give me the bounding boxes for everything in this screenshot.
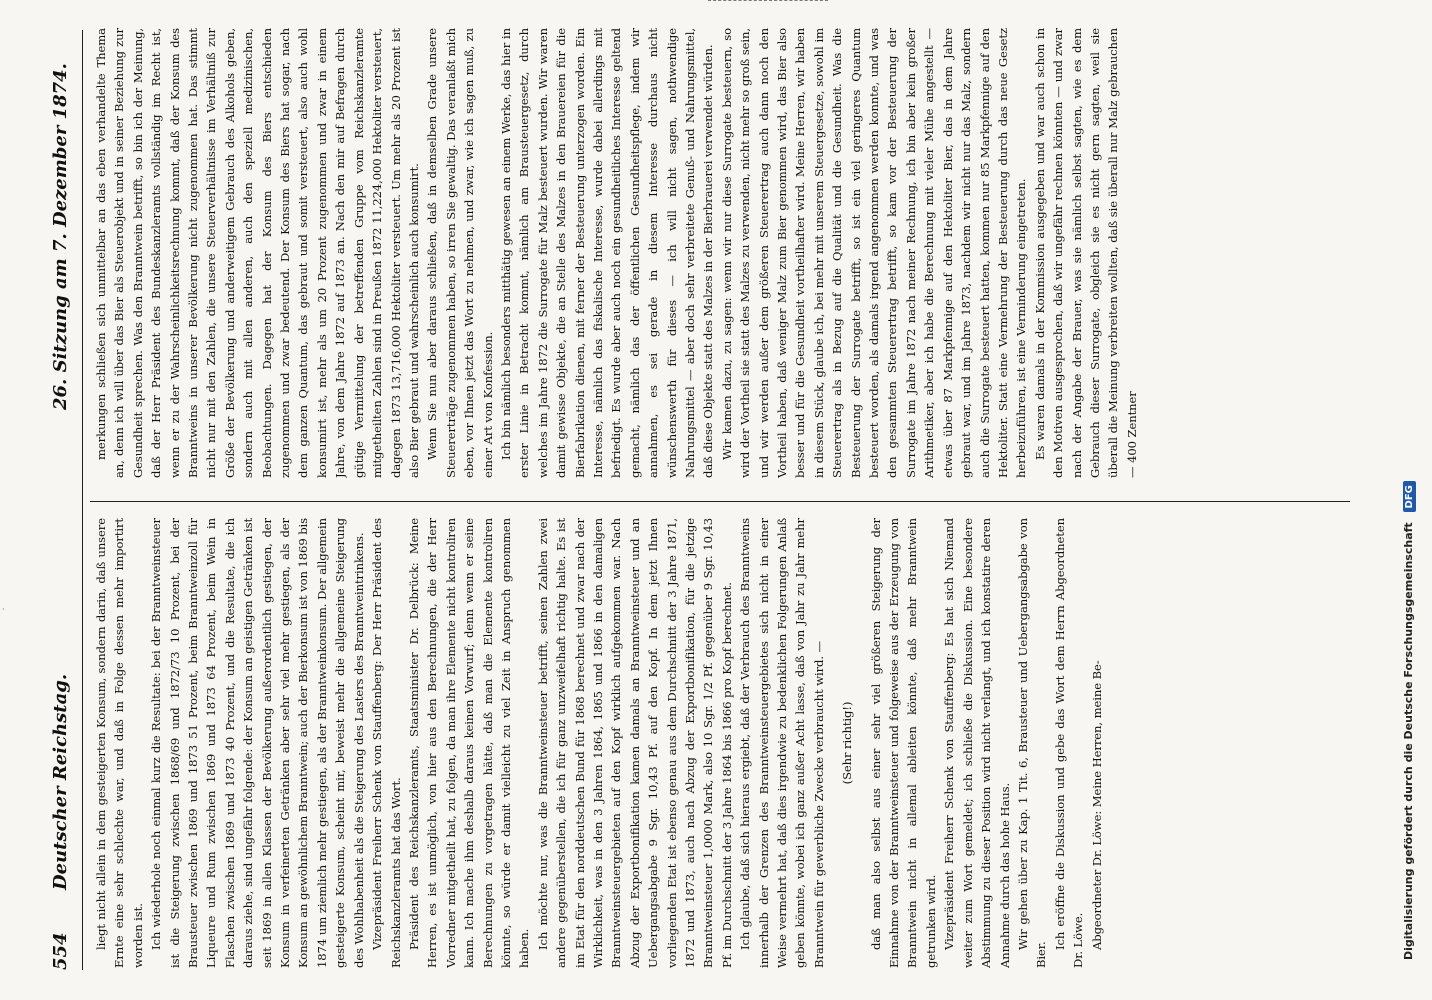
right-paragraph: Wenn Sie nun aber daraus schließen, daß in demselben Grade unsere Steuererträge zugenommen haben, so irren Sie gewaltig. Das veranlaßt mich eben, vor Ihnen jetzt das Wort zu nehmen, und zwar, wie ich sagen muß, zu einer Art von Konfession.: [425, 28, 495, 478]
left-paragraph: Wir gehen über zu Kap. 1 Tit. 6, Brausteuer und Uebergangsabgabe von Bier.: [1015, 518, 1049, 968]
digitization-footer: [1402, 40, 1418, 960]
session-date: 26. Sitzung am 7. Dezember 1874.: [50, 63, 71, 410]
right-paragraph: Es waren damals in der Kommission ausgegeben und war auch schon in den Motiven ausgesprochen, daß wir ungefähr rechnen könnten — und zwar nach der Angabe der Brauer, was sie nämlich selbst sagten, wie es dem Gebrauch dieser Surrogate, obgleich sie es nicht gern sagten, weil sie überall die Meinung verbreiten wollten, daß sie überall nur Malz gebrauchen — 400 Zentner: [1032, 28, 1139, 478]
interjection: (Sehr richtig!): [840, 701, 855, 785]
left-paragraph: Vizepräsident Freiherr Schenk von Stauffenberg: Der Herr Präsident des Reichskanzleramts hat das Wort.: [370, 518, 403, 968]
left-paragraph: liegt nicht allein in dem gesteigerten Konsum, sondern darin, daß unsere Ernte eine sehr schlechte war, und daß in Folge dessen mehr importirt worden ist.: [94, 518, 145, 968]
scan-margin-mark: ·: [2, 605, 5, 614]
right-paragraph: Ich bin nämlich besonders mitthätig gewesen an einem Werke, das hier in erster Linie in Betracht kommt, nämlich am Brausteuergesetz, durch welches im Jahre 1872 die Surrogate für Malz besteuert wurden. Wir waren damit gewisse Objekte, die an Stelle des Malzes in den Brauereien für die Bierfabrikation dienen, mit ferner der Besteuerung unterzogen worden. Ein Interesse, nämlich das fiskalische Interesse, wurde dabei allerdings mit befriedigt. Es wurde aber auch noch ein gesundheitliches Interesse geltend gemacht, nämlich das der öffentlichen Gesundheitspflege, indem wir annahmen, es sei gerade in diesem Interesse durchaus nicht wünschenswerth für dieses — ich will nicht sagen, nothwendige Nahrungsmittel — aber doch sehr verbreitete Genuß- und Nahrungsmittel, daß diese Objekte statt des Malzes in der Bierbrauerei verwendet würden.: [498, 28, 716, 478]
publication-title: Deutscher Reichstag.: [50, 673, 71, 890]
left-paragraph: Ich möchte nur, was die Branntweinsteuer betrifft, seinen Zahlen zwei andere gegenüberstellen, die ich für ganz unzweifelhaft richtig halte. Es ist im Etat für den norddeutschen Bund für 1868 berechnet und zwar nach der Wirklichkeit, was in den 3 Jahren 1864, 1865 und 1866 in den damaligen Branntweinsteuergebieten auf den Kopf wirklich aufgekommen war. Nach Abzug der Exportbonifikation kamen damals an Branntweinsteuer und an Uebergangsabgabe 9 Sgr. 10,43 Pf. auf den Kopf. In dem jetzt Ihnen vorliegenden Etat ist ebenso genau aus dem Durchschnitt der 3 Jahre 1871, 1872 und 1873, auch nach Abzug der Exportbonifikation, für die jetzige Branntweinsteuer 1,0000 Mark, also 10 Sgr. 1/2 Pf. gegenüber 9 Sgr. 10,43 Pf. im Durchschnitt der 3 Jahre 1864 bis 1866 pro Kopf berechnet.: [535, 518, 734, 968]
column-divider: [90, 501, 1350, 502]
left-paragraph: Ich glaube, daß sich hieraus ergiebt, daß der Verbrauch des Branntweins innerhalb der Grenzen des Branntweinsteuergebietes sich nicht in einer Weise vermehrt hat, daß dies irgendwie zu bedenklichen Folgerungen Anlaß geben könnte, wobei ich ganz außer Acht lasse, daß von Jahr zu Jahr mehr Branntwein für gewerbliche Zwecke verbraucht wird. —: [738, 518, 826, 968]
dfg-logo: DFG: [1403, 481, 1416, 512]
digitization-note: Digitalisierung gefördert durch die Deutsche Forschungsgemeinschaft: [1402, 522, 1415, 960]
right-paragraph: merkungen schließen sich unmittelbar an das eben verhandelte Thema an, denn ich will über das Bier als Steuerobjekt und in seiner Beziehung zur Gesundheit sprechen. Was den Branntwein betrifft, so bin ich der Meinung, daß der Herr Präsident des Bundeskanzleramts vollständig im Recht ist, wenn er zu der Wahrscheinlichkeitsrechnung kommt, daß der Konsum des Branntweins in unserer Bevölkerung nicht zugenommen hat. Das stimmt nicht nur mit den Zahlen, die unsere Steuerverhältnisse im Verhältniß zur Größe der Bevölkerung und anderweitigem Gebrauch des Alkohols geben, sondern auch mit allen anderen, auch den speziell medizinischen, Beobachtungen. Dagegen hat der Konsum des Biers entschieden zugenommen und zwar bedeutend. Der Konsum des Biers hat sogar, nach dem ganzen Quantum, das gebraut und somit versteuert, also auch wohl konsumirt ist, mehr als um 20 Prozent zugenommen und zwar in einem Jahre, von dem Jahre 1872 auf 1873 an. Nach den mir auf Befragen durch gütige Vermittelung der betreffenden Gruppe vom Reichskanzleramte mitgetheilten Zahlen sind in Preußen 1872 11,224,000 Hektoliter versteuert, dagegen 1873 13,716,000 Hektoliter versteuert. Um mehr als 20 Prozent ist also Bier gebraut und wahrscheinlich auch konsumirt.: [94, 28, 421, 478]
left-paragraph: daß man also selbst aus einer sehr viel größeren Steigerung der Einnahme von der Branntweinsteuer und folgeweise aus der Erzeugung von Branntwein nicht in allemal ableiten könnte, daß mehr Branntwein getrunken wird.: [868, 518, 938, 968]
right-column: [92, 28, 1332, 478]
right-paragraph: Wir kamen dazu, zu sagen: wenn wir nur diese Surrogate besteuern, so wird der Vortheil sie statt des Malzes zu verwenden, nicht mehr so groß sein, und wir werden außer dem größeren Steuerertrag auch dann noch den Vortheil haben, daß weniger Malz zum Bier genommen wird, das Bier also besser und für die Gesundheit vortheilhafter wird. Meine Herren, wir haben in diesem Stück, glaube ich, bei mehr mit unserem Steuergesetze, sowohl im Steuerertrag als in Bezug auf die Qualität und die Gesundheit. Was die Besteuerung der Surrogate betrifft, so ist ein viel geringeres Quantum besteuert worden, als damals irgend angenommen werden konnte, und was den gesammten Steuerertrag betrifft, so kam vor der Besteuerung der Surrogate im Jahre 1872 nach meiner Rechnung, ich bin aber kein großer Arithmetiker, aber ich habe die Berechnung mit vieler Mühe angestellt — etwas über 87 Markpfennige auf den Hektoliter Bier, das in dem Jahre gebraut war, und im Jahre 1873, nachdem wir nicht nur das Malz, sondern auch die Surrogate besteuert hatten, kommen nur 85 Markpfennige auf den Hektoliter. Statt eine Vermehrung der Besteuerung durch das neue Gesetz herbeizuführen, ist eine Verminderung eingetreten.: [719, 28, 1029, 478]
left-column: [92, 518, 1332, 968]
page-number: 554: [50, 932, 71, 970]
left-paragraph: Vizepräsident Freiherr Schenk von Stauffenberg: Es hat sich Niemand weiter zum Wort gemeldet; ich schließe die Diskussion. Eine besondere Abstimmung zu dieser Position wird nicht verlangt, und ich konstatire deren Annahme durch das hohe Haus.: [942, 518, 1012, 968]
running-header: [50, 30, 78, 970]
left-paragraph: Präsident des Reichskanzleramts, Staatsminister Dr. Delbrück: Meine Herren, es ist unmöglich, von hier aus den Berechnungen, die der Herr Vorredner mitgetheilt hat, zu folgen, da man ihre Elemente nicht kontroliren kann. Ich mache ihm deshalb daraus keinen Vorwurf; denn wenn er seine Berechnungen zu vorgetragen hätte, daß man die Elemente kontroliren könnte, so würde er damit vielleicht zu viel Zeit in Anspruch genommen haben.: [406, 518, 532, 968]
left-paragraph: Ich eröffne die Diskussion und gebe das Wort dem Herrn Abgeordneten Dr. Löwe.: [1052, 518, 1086, 968]
left-paragraph: Ich wiederhole noch einmal kurz die Resultate: bei der Branntweinsteuer ist die Steigerung zwischen 1868/69 und 1872/73 10 Prozent, bei der Brausteuer zwischen 1869 und 1873 51 Prozent, beim Branntweinzoll für Liqueure und Rum zwischen 1869 und 1873 64 Prozent, beim Wein in Flaschen zwischen 1869 und 1873 40 Prozent, und die Resultate, die ich daraus ziehe, sind ungefähr folgende: der Konsum an geistigen Getränken ist seit 1869 in allen Klassen der Bevölkerung außerordentlich gestiegen, der Konsum in verfeinerten Getränken aber sehr viel mehr gestiegen, als der Konsum an gewöhnlichem Branntwein; auch der Bierkonsum ist von 1869 bis 1874 um ziemlich mehr gestiegen, als der Branntweinkonsum. Der allgemein gesteigerte Konsum, scheint mir, beweist mehr die allgemeine Steigerung des Wohlhabenheit als die Steigerung des Lasters des Branntweintrinkens.: [149, 518, 366, 968]
left-paragraph: Abgeordneter Dr. Löwe: Meine Herren, meine Be-: [1089, 660, 1104, 950]
header-rule: [82, 30, 83, 970]
